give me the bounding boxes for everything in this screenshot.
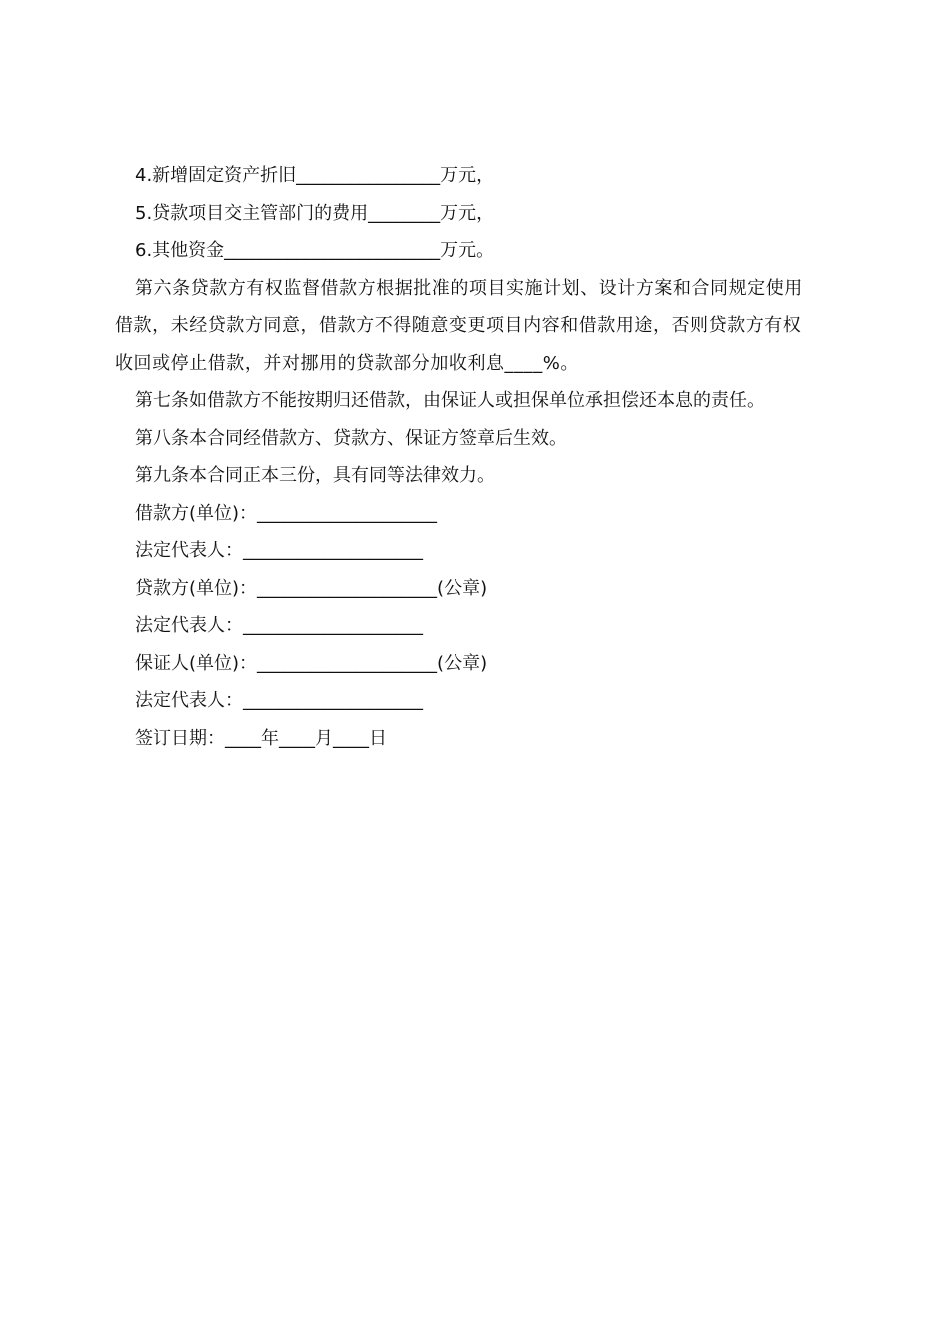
article-6 (115, 270, 837, 383)
lender-representative-line: 法定代表人：____________________ (135, 615, 423, 636)
borrower-signature-line: 借款方(单位)：____________________ (135, 502, 438, 524)
signing-date-line: 签订日期：____年____月____日 (135, 727, 387, 749)
article-9: 第九条本合同正本三份，具有同等法律效力。 (135, 465, 495, 486)
guarantor-signature-line: 保证人(单位)：____________________(公章) (135, 652, 488, 674)
borrower-representative-line: 法定代表人：____________________ (135, 540, 423, 561)
article-7: 第七条如借款方不能按期归还借款，由保证人或担保单位承担偿还本息的责任。 (135, 390, 765, 411)
guarantor-representative-line: 法定代表人：____________________ (135, 690, 423, 711)
article-6-line-2: 借款，未经贷款方同意，借款方不得随意变更项目内容和借款用途，否则贷款方有权 (115, 315, 802, 336)
lender-signature-line: 贷款方(单位)：____________________(公章) (135, 577, 488, 599)
item-6-other-funds: 6.其他资金________________________万元。 (135, 240, 495, 261)
item-5-fees: 5.贷款项目交主管部门的费用________万元， (135, 202, 495, 224)
article-6-line-1: 第六条贷款方有权监督借款方根据批准的项目实施计划、设计方案和合同规定使用 (135, 277, 803, 299)
item-4-depreciation: 4.新增固定资产折旧________________万元， (135, 165, 495, 186)
article-8: 第八条本合同经借款方、贷款方、保证方签章后生效。 (135, 427, 567, 449)
document-page (115, 157, 837, 757)
article-6-line-3: 收回或停止借款，并对挪用的贷款部分加收利息____%。 (115, 352, 579, 374)
